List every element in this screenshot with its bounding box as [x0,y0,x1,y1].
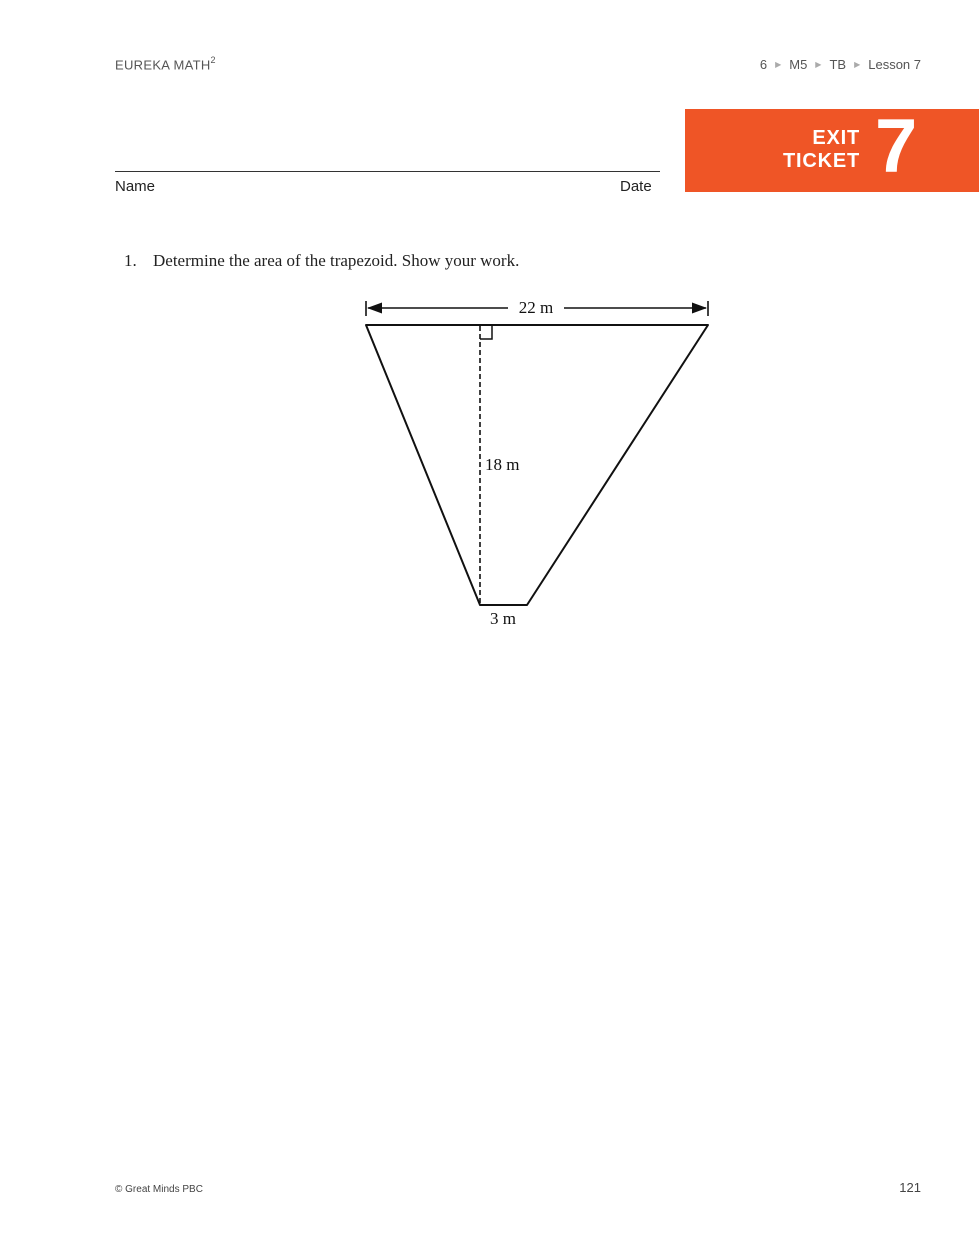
question-number: 1. [124,251,137,270]
arrowhead-left-icon [367,303,382,314]
arrowhead-right-icon [692,303,707,314]
breadcrumb-book: TB [829,57,847,72]
brand-name: EUREKA MATH [115,57,211,73]
breadcrumb-separator-icon: ▶ [815,60,822,69]
date-label: Date [620,178,652,195]
exit-ticket-number: 7 [875,104,918,189]
page-number: 121 [899,1180,921,1195]
trapezoid-shape [366,325,708,605]
name-label: Name [115,178,156,195]
top-base-label: 22 m [518,298,554,317]
copyright: © Great Minds PBC [115,1184,203,1195]
brand-superscript: 2 [210,55,216,65]
breadcrumb-separator-icon: ▶ [775,60,782,69]
question-text: Determine the area of the trapezoid. Show your work. [153,251,520,270]
breadcrumb-separator-icon: ▶ [854,60,861,69]
height-label: 18 m [485,455,520,474]
top-base-dimension [366,298,708,317]
right-angle-icon [480,326,492,339]
breadcrumb-grade: 6 [759,57,768,72]
exit-ticket-line1: EXIT [812,127,860,149]
exit-ticket-line2: TICKET [782,150,860,172]
bottom-base-label: 3 m [490,609,516,628]
breadcrumb-lesson: Lesson 7 [868,57,921,72]
breadcrumb-module: M5 [789,57,808,72]
